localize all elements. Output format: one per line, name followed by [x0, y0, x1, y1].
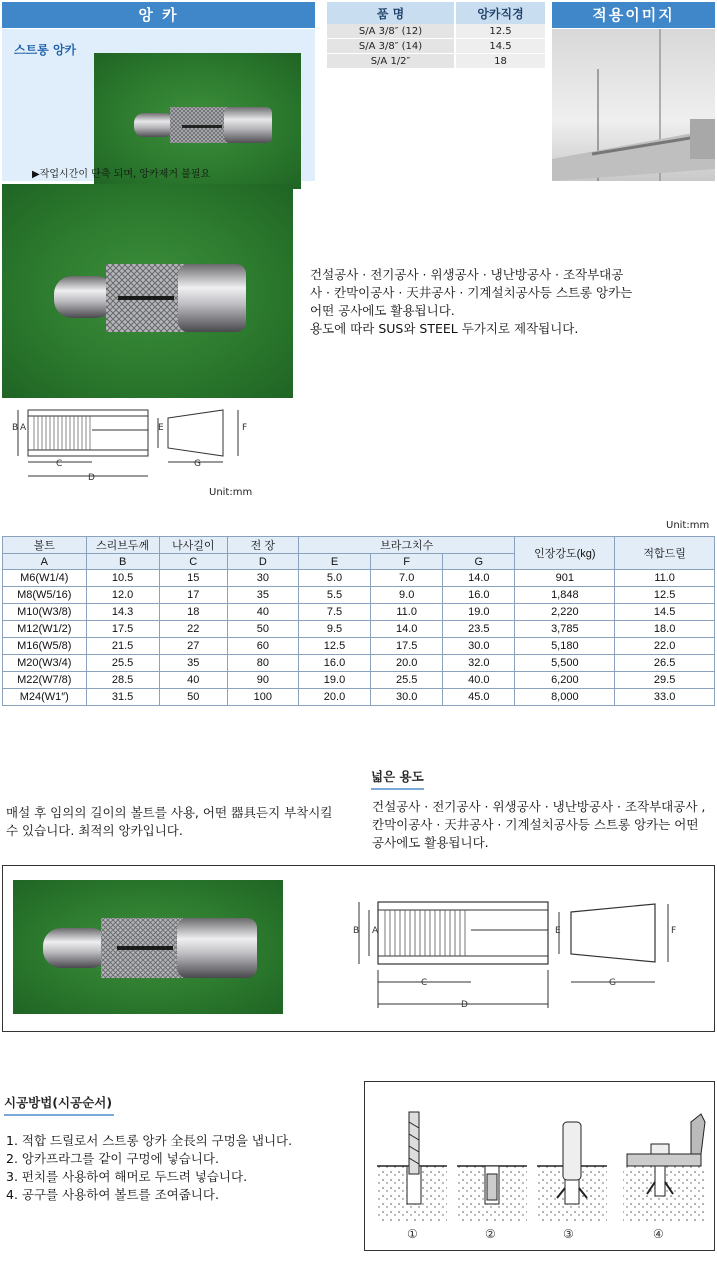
- spec-cell: 26.5: [615, 655, 715, 672]
- spec-cell: 14.5: [615, 604, 715, 621]
- label-f: F: [671, 926, 677, 936]
- method-step: 3. 펀치를 사용하여 해머로 두드려 넣습니다.: [6, 1169, 248, 1184]
- label-e: E: [158, 423, 164, 433]
- table-row: [3, 604, 715, 621]
- spec-cell: 6,200: [515, 672, 615, 689]
- spec-cell: 17.5: [86, 621, 159, 638]
- method-title: 시공방법(시공순서): [4, 1093, 114, 1116]
- spec-cell: 1,848: [515, 587, 615, 604]
- table-row: [3, 570, 715, 587]
- method-illustration: [365, 1082, 714, 1250]
- spec-cell: 21.5: [86, 638, 159, 655]
- label-c: C: [56, 459, 63, 469]
- label-g: G: [194, 459, 201, 469]
- text-line: 칸막이공사 · 天井공사 · 기계설치공사등 스트롱 앙카는 어떤: [372, 817, 699, 832]
- spec-cell: 35: [159, 655, 227, 672]
- product-name: 스트롱 앙카: [14, 43, 77, 57]
- spec-header: 나사길이: [159, 537, 227, 554]
- spec-cell: 14.0: [371, 621, 443, 638]
- spec-cell: 32.0: [443, 655, 515, 672]
- table-row: [3, 689, 715, 706]
- spec-cell: 19.0: [443, 604, 515, 621]
- spec-cell: 17.5: [371, 638, 443, 655]
- spec-cell: 11.0: [371, 604, 443, 621]
- description-line: 어떤 공사에도 활용됩니다.: [310, 303, 455, 318]
- spec-cell: M12(W1/2): [3, 621, 87, 638]
- text-line: 공사에도 활용됩니다.: [372, 835, 489, 850]
- spec-cell: 25.5: [86, 655, 159, 672]
- size-cell: S/A 3/8″ (14): [327, 39, 455, 54]
- text-line: 건설공사 · 전기공사 · 위생공사 · 냉난방공사 · 조작부대공사 ,: [372, 799, 706, 814]
- label-d: D: [461, 1000, 468, 1010]
- product-photo-box: [13, 880, 283, 1014]
- step-number: ④: [653, 1227, 664, 1241]
- spec-cell: 5,500: [515, 655, 615, 672]
- text-line: 수 있습니다. 최적의 앙카입니다.: [6, 823, 183, 838]
- spec-cell: 22: [159, 621, 227, 638]
- spec-cell: 30: [227, 570, 298, 587]
- description-line: 사 · 칸막이공사 · 天井공사 · 기계설치공사등 스트롱 앙카는: [310, 285, 633, 300]
- label-d: D: [88, 473, 95, 483]
- image-header: 적용이미지: [552, 2, 715, 28]
- spec-header: 전 장: [227, 537, 298, 554]
- spec-cell: M24(W1″): [3, 689, 87, 706]
- table-row: [3, 621, 715, 638]
- label-g: G: [609, 978, 616, 988]
- application-image: [552, 29, 715, 181]
- label-c: C: [421, 978, 428, 988]
- wide-use-title: 넓은 용도: [371, 767, 424, 790]
- size-cell: 18: [455, 54, 545, 69]
- description-line: 건설공사 · 전기공사 · 위생공사 · 냉난방공사 · 조작부대공: [310, 267, 624, 282]
- table-row: [3, 638, 715, 655]
- spec-cell: 40: [159, 672, 227, 689]
- method-step: 4. 공구를 사용하여 볼트를 조여줍니다.: [6, 1187, 219, 1202]
- spec-cell: 17: [159, 587, 227, 604]
- spec-cell: 5.0: [298, 570, 370, 587]
- size-table: [327, 2, 545, 69]
- left-text: [6, 804, 356, 840]
- spec-cell: 20.0: [371, 655, 443, 672]
- spec-cell: M6(W1/4): [3, 570, 87, 587]
- anchor-drawing-small: [8, 400, 268, 490]
- spec-cell: 901: [515, 570, 615, 587]
- spec-table: [2, 536, 715, 706]
- anchor-image: [2, 184, 293, 398]
- spec-cell: 23.5: [443, 621, 515, 638]
- spec-cell: 50: [227, 621, 298, 638]
- spec-cell: 16.0: [298, 655, 370, 672]
- table-row: [3, 672, 715, 689]
- spec-cell: 33.0: [615, 689, 715, 706]
- spec-header: 인장강도(kg): [515, 537, 615, 570]
- method-figure-box: [364, 1081, 715, 1251]
- spec-subheader: D: [227, 554, 298, 570]
- spec-cell: 7.0: [371, 570, 443, 587]
- spec-cell: 5.5: [298, 587, 370, 604]
- spec-cell: 19.0: [298, 672, 370, 689]
- spec-subheader: E: [298, 554, 370, 570]
- spec-cell: 16.0: [443, 587, 515, 604]
- size-header-diameter: 앙카직경: [455, 2, 545, 24]
- spec-cell: 5,180: [515, 638, 615, 655]
- label-b: B: [353, 926, 360, 936]
- spec-cell: 9.0: [371, 587, 443, 604]
- spec-cell: M8(W5/16): [3, 587, 87, 604]
- product-header: 앙 카: [2, 2, 315, 28]
- table-row: [327, 54, 545, 69]
- spec-cell: 80: [227, 655, 298, 672]
- spec-cell: M20(W3/4): [3, 655, 87, 672]
- spec-cell: 60: [227, 638, 298, 655]
- spec-cell: 12.0: [86, 587, 159, 604]
- spec-cell: 30.0: [371, 689, 443, 706]
- method-steps: [6, 1132, 356, 1204]
- step-number: ①: [407, 1227, 418, 1241]
- spec-cell: 2,220: [515, 604, 615, 621]
- table-row: [3, 587, 715, 604]
- spec-subheader: B: [86, 554, 159, 570]
- spec-cell: 40: [227, 604, 298, 621]
- anchor-drawing-large: [343, 886, 683, 1016]
- spec-cell: 7.5: [298, 604, 370, 621]
- spec-cell: 27: [159, 638, 227, 655]
- size-cell: S/A 3/8″ (12): [327, 24, 455, 39]
- spec-cell: 31.5: [86, 689, 159, 706]
- size-header-name: 품 명: [327, 2, 455, 24]
- product-note: ▶작업시간이 단축 되며, 앙카제거 불필요: [32, 169, 211, 180]
- spec-cell: 11.0: [615, 570, 715, 587]
- method-step: 1. 적합 드릴로서 스트롱 앙카 全長의 구멍을 냅니다.: [6, 1133, 293, 1148]
- spec-cell: 10.5: [86, 570, 159, 587]
- method-step: 2. 앙카프라그를 같이 구멍에 넣습니다.: [6, 1151, 219, 1166]
- spec-cell: 28.5: [86, 672, 159, 689]
- table-row: [3, 655, 715, 672]
- step-number: ②: [485, 1227, 496, 1241]
- label-a: A: [372, 926, 379, 936]
- anchor-image: [13, 880, 283, 1014]
- step-number: ③: [563, 1227, 574, 1241]
- spec-subheader: G: [443, 554, 515, 570]
- right-text: [372, 798, 716, 852]
- spec-cell: 15: [159, 570, 227, 587]
- spec-cell: 40.0: [443, 672, 515, 689]
- text-line: 매설 후 임의의 길이의 볼트를 사용, 어떤 器具든지 부착시킬: [6, 805, 333, 820]
- size-cell: 14.5: [455, 39, 545, 54]
- table-row: [327, 24, 545, 39]
- spec-subheader: A: [3, 554, 87, 570]
- spec-cell: 9.5: [298, 621, 370, 638]
- label-a: A: [20, 423, 27, 433]
- spec-cell: 3,785: [515, 621, 615, 638]
- unit-label: Unit:mm: [666, 520, 710, 531]
- spec-subheader: C: [159, 554, 227, 570]
- spec-cell: 25.5: [371, 672, 443, 689]
- description: [310, 266, 710, 338]
- product-panel: [2, 29, 315, 181]
- spec-header: 적합드릴: [615, 537, 715, 570]
- spec-cell: 30.0: [443, 638, 515, 655]
- spec-cell: 14.3: [86, 604, 159, 621]
- spec-cell: 20.0: [298, 689, 370, 706]
- spec-subheader: F: [371, 554, 443, 570]
- spec-cell: 14.0: [443, 570, 515, 587]
- spec-cell: 29.5: [615, 672, 715, 689]
- spec-cell: 50: [159, 689, 227, 706]
- spec-cell: 22.0: [615, 638, 715, 655]
- spec-cell: 18.0: [615, 621, 715, 638]
- spec-cell: 35: [227, 587, 298, 604]
- spec-cell: M16(W5/8): [3, 638, 87, 655]
- unit-label: Unit:mm: [209, 487, 253, 498]
- spec-cell: M10(W3/8): [3, 604, 87, 621]
- size-cell: 12.5: [455, 24, 545, 39]
- description-line: 용도에 따라 SUS와 STEEL 두가지로 제작됩니다.: [310, 321, 579, 336]
- spec-cell: 8,000: [515, 689, 615, 706]
- spec-header: 볼트: [3, 537, 87, 554]
- table-row: [327, 39, 545, 54]
- spec-cell: 12.5: [298, 638, 370, 655]
- spec-cell: 18: [159, 604, 227, 621]
- label-b: B: [12, 423, 19, 433]
- spec-header: 브라그치수: [298, 537, 515, 554]
- spec-header: 스리브두께: [86, 537, 159, 554]
- product-figure-box: [2, 865, 715, 1032]
- size-cell: S/A 1/2″: [327, 54, 455, 69]
- spec-cell: 12.5: [615, 587, 715, 604]
- spec-cell: 100: [227, 689, 298, 706]
- product-photo-large: [2, 184, 293, 398]
- spec-cell: 90: [227, 672, 298, 689]
- label-e: E: [555, 926, 561, 936]
- spec-cell: M22(W7/8): [3, 672, 87, 689]
- label-f: F: [242, 423, 248, 433]
- spec-cell: 45.0: [443, 689, 515, 706]
